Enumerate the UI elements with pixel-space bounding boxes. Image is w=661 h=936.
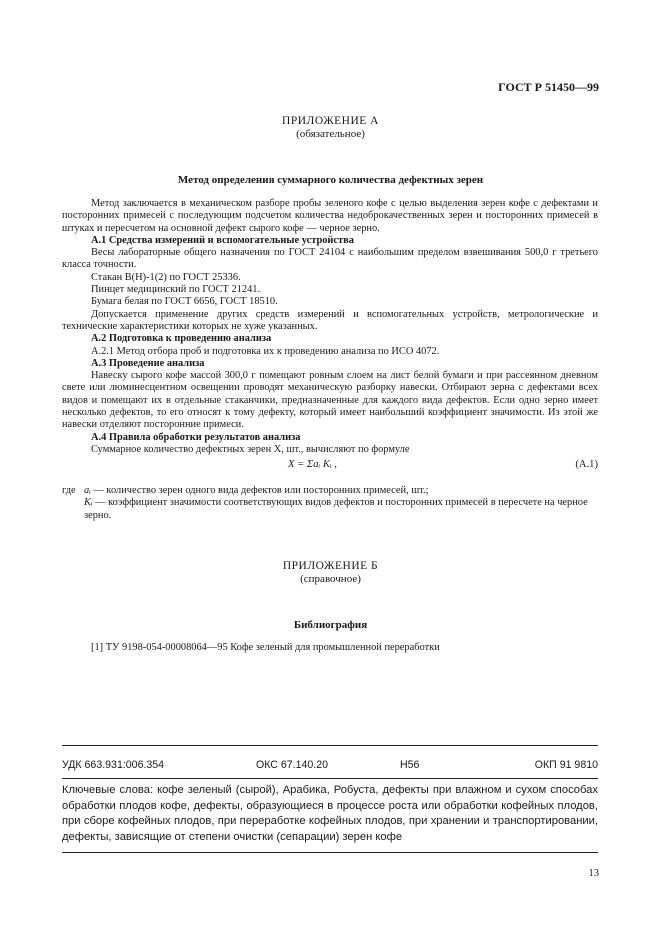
appendix-a-title: ПРИЛОЖЕНИЕ А xyxy=(282,115,379,127)
paragraph: Допускается применение других средств измерений и вспомогательных устройств, метрологические и технические характеристики которых не хуже указанных. xyxy=(62,308,598,332)
legend-variable: aᵢ xyxy=(84,485,91,496)
appendix-a-body xyxy=(62,198,598,456)
paragraph: А.2.1 Метод отбора проб и подготовка их к проведению анализа по ИСО 4072. xyxy=(91,345,440,357)
footer-mid-rule xyxy=(62,778,598,779)
formula-number: (А.1) xyxy=(575,459,598,470)
formula-expression: X = Σaᵢ Kᵢ , xyxy=(288,459,337,470)
oks-code: ОКС 67.140.20 xyxy=(256,759,329,771)
paragraph: Метод заключается в механическом разборе пробы зеленого кофе с целью выделения зерен кофе с дефектами и посторонних примесей с последующим подсчетом количества недоброкачественных зерен и посторонних примесей в штуках и пересчетом на основной дефект сырого кофе — черное зерно. xyxy=(62,198,598,234)
appendix-a-status: (обязательное) xyxy=(296,128,365,140)
section-heading: А.2 Подготовка к проведению анализа xyxy=(91,333,272,345)
appendix-b-heading: Библиография xyxy=(293,619,368,631)
section-heading: А.1 Средства измерений и вспомогательные устройства xyxy=(91,234,354,246)
paragraph: Стакан В(Н)-1(2) по ГОСТ 25336. xyxy=(91,271,241,283)
paragraph: Пинцет медицинский по ГОСТ 21241. xyxy=(91,284,261,296)
legend-text: — количество зерен одного вида дефектов или посторонних примесей, шт.; xyxy=(90,485,429,496)
udk-code: УДК 663.931:006.354 xyxy=(62,759,165,771)
legend-lead xyxy=(62,497,84,522)
footer-top-rule xyxy=(62,745,598,746)
standard-number: ГОСТ Р 51450—99 xyxy=(498,80,599,94)
group-code: Н56 xyxy=(400,759,420,771)
classification-codes xyxy=(62,759,598,773)
appendix-b-status: (справочное) xyxy=(300,573,361,585)
paragraph: Весы лабораторные общего назначения по ГОСТ 24104 с наибольшим пределом взвешивания 500,0 г третьего класса точности. xyxy=(62,247,598,271)
legend-lead: где xyxy=(62,485,76,496)
formula-a1 xyxy=(62,459,598,473)
appendix-a-heading: Метод определения суммарного количества дефектных зерен xyxy=(177,174,484,186)
keywords: Ключевые слова: кофе зеленый (сырой), Арабика, Робуста, дефекты при влажном и сухом способах обработки плодов кофе, дефекты, образующиеся в процессе роста или обработки кофейных плодов, при сборе кофейных плодов, при переработке кофейных плодов, при хранении и транспортировании, дефекты, зависящие от степени очистки (сепарации) зерен кофе xyxy=(62,784,598,843)
legend-variable: Kᵢ xyxy=(84,497,93,509)
section-heading: А.3 Проведение анализа xyxy=(91,357,205,369)
page-number: 13 xyxy=(588,868,599,879)
bibliography-entry: [1] ТУ 9198-054-00008064—95 Кофе зеленый для промышленной переработки xyxy=(91,642,440,653)
formula-legend xyxy=(62,485,598,522)
paragraph: Бумага белая по ГОСТ 6656, ГОСТ 18510. xyxy=(91,296,278,308)
paragraph: Суммарное количество дефектных зерен X, шт., вычисляют по формуле xyxy=(91,443,410,455)
legend-row xyxy=(62,497,598,522)
legend-row xyxy=(62,485,598,497)
section-heading: А.4 Правила обработки результатов анализа xyxy=(91,431,301,443)
legend-text: — коэффициент значимости соответствующих видов дефектов и посторонних примесей в пересчете на черное зерно. xyxy=(84,497,588,521)
footer-bottom-rule xyxy=(62,852,598,853)
appendix-b-title: ПРИЛОЖЕНИЕ Б xyxy=(282,560,379,572)
okp-code: ОКП 91 9810 xyxy=(534,759,598,771)
paragraph: Навеску сырого кофе массой 300,0 г помещают ровным слоем на лист белой бумаги и при рассеянном дневном свете или люминесцентном освещении проводят механическую разборку навески. Отбирают зерна с дефектами всех видов и помещают их в отдельные стаканчики, предназначенные для каждого вида дефектов. Если одно зерно имеет несколько дефектов, то его относят к тому дефекту, который имеет наибольший коэффициент значимости. Из этой же навески отделяют посторонние примеси. xyxy=(62,370,598,431)
